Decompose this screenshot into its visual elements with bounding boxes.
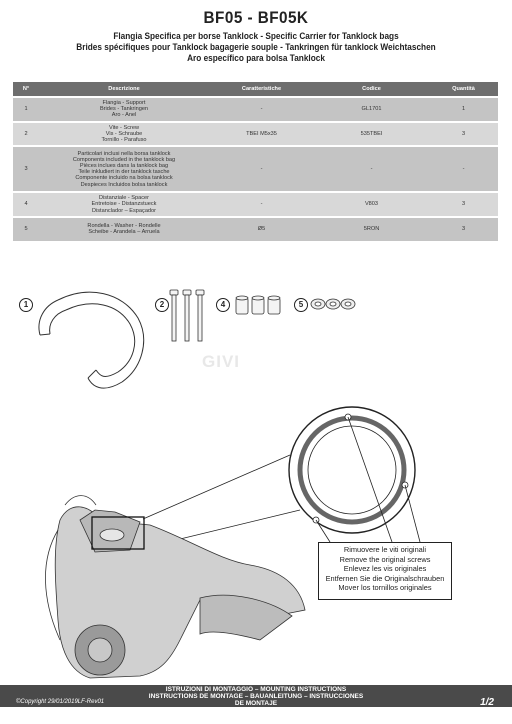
part-label-4: 4 [216, 298, 230, 312]
footer-line: ISTRUZIONI DI MONTAGGIO – MOUNTING INSTRUCTIONS [165, 686, 347, 693]
row-code: V803 [314, 192, 429, 217]
part-label-1: 1 [19, 298, 33, 312]
description-line: Vis - Schraube [105, 130, 143, 137]
header-characteristics: Caratteristiche [209, 82, 314, 97]
row-code: - [314, 146, 429, 192]
subtitle-line-2: Brides spécifiques pour Tanklock bagagerie souple - Tankringen für tanklock Weichtaschen [76, 42, 436, 53]
description-line: Flangia - Support [102, 100, 146, 106]
copyright-text: ©Copyright 29/01/2019LF-Rev01 [16, 699, 105, 705]
description-line: Vite - Screw [108, 124, 140, 131]
row-number: 3 [13, 146, 39, 192]
row-number: 1 [13, 97, 39, 122]
description-line: Scheibe - Arandela – Arruela [88, 229, 160, 236]
row-characteristics: Ø5 [209, 217, 314, 241]
row-characteristics: - [209, 97, 314, 122]
spacers-illustration [236, 296, 280, 314]
callout-line: Rimuovere le viti originali [343, 545, 427, 554]
instruction-callout [318, 542, 452, 600]
row-quantity: 3 [429, 192, 498, 217]
header-quantity: Quantità [429, 82, 498, 97]
callout-line: Remove the original screws [339, 554, 431, 564]
row-number: 2 [13, 122, 39, 147]
header-code: Codice [314, 82, 429, 97]
description-line: Aro - Anel [111, 112, 137, 119]
description-line: Distanclador – Espaçador [91, 207, 157, 214]
washers-illustration [311, 299, 355, 309]
description-line: Componente incluido na bolsa tanklock [75, 175, 173, 182]
row-number: 4 [13, 192, 39, 217]
row-characteristics: - [209, 146, 314, 192]
document-title: BF05 - BF05K [203, 8, 309, 27]
part-label-5: 5 [294, 298, 308, 312]
subtitle-line-1: Flangia Specifica per borse Tanklock - Specific Carrier for Tanklock bags [113, 31, 399, 42]
description-line: Rondella - Washer - Rondelle [87, 223, 161, 230]
motorcycle-illustration [45, 496, 305, 678]
description-line: Components included in the tanklock bag [72, 156, 176, 163]
description-line: Particolari inclusi nella borsa tanklock [77, 150, 171, 157]
description-line: Distanziale - Spacer [98, 195, 150, 202]
description-line: Brides - Tankringen [99, 106, 149, 113]
description-line: Teile inkludiert in der tanklock tasche [78, 169, 170, 176]
header-number: N° [13, 82, 39, 97]
row-quantity: 3 [429, 122, 498, 147]
tank-flange-detail [289, 407, 415, 533]
header-description: Descrizione [39, 82, 209, 97]
description-line: Entretoise - Distanzstueck [91, 201, 157, 208]
flange-illustration [39, 292, 144, 388]
row-characteristics: - [209, 192, 314, 217]
screws-illustration [170, 290, 204, 341]
row-code: 5RON [314, 217, 429, 241]
row-code: 535TBEI [314, 122, 429, 147]
row-quantity: 1 [429, 97, 498, 122]
part-label-2: 2 [155, 298, 169, 312]
row-characteristics: TBEI M5x35 [209, 122, 314, 147]
row-code: GL1701 [314, 97, 429, 122]
footer-line: DE MONTAJE [234, 700, 278, 708]
description-line: Pièces inclues dans la tanklock bag [79, 163, 169, 170]
callout-line: Enlevez les vis originales [343, 564, 427, 574]
description-line: Tornillo - Parafuso [101, 137, 147, 144]
callout-line: Mover los tornillos originales [338, 583, 432, 593]
page-number: 1/2 [480, 697, 494, 708]
row-number: 5 [13, 217, 39, 241]
subtitle-line-3: Aro específico para bolsa Tanklock [187, 53, 325, 64]
description-line: Despieces Incluidos bolsa tanklock [80, 181, 168, 188]
row-quantity: - [429, 146, 498, 192]
watermark-logo: GIVI [202, 352, 241, 371]
row-quantity: 3 [429, 217, 498, 241]
callout-line: Entfernen Sie die Originalschrauben [325, 573, 445, 583]
footer-line: INSTRUCTIONS DE MONTAGE – BAUANLEITUNG – INSTRUCCIONES [148, 693, 364, 701]
